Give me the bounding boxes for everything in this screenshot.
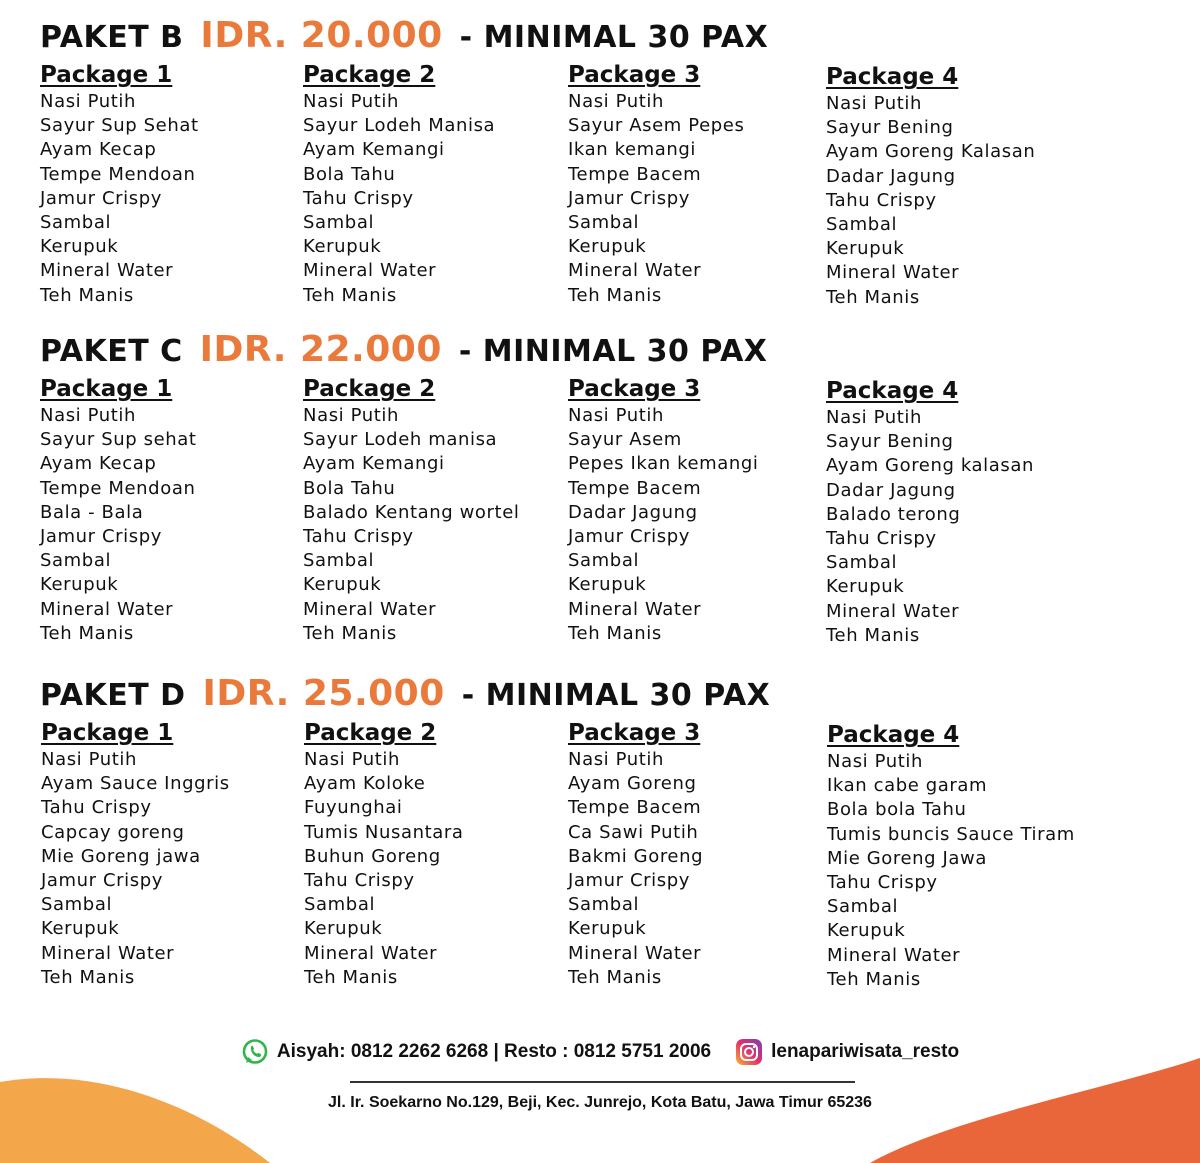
package-column [568, 376, 818, 646]
menu-item: Bola Tahu [303, 477, 396, 499]
menu-item: Tahu Crispy [303, 526, 414, 548]
menu-item: Ayam Goreng kalasan [826, 455, 1035, 477]
footer-divider [350, 1081, 855, 1083]
menu-item: Tumis buncis Sauce Tiram [827, 823, 1075, 845]
menu-item: Ayam Kemangi [303, 139, 445, 161]
package-title: Package 1 [41, 720, 174, 746]
menu-item: Jamur Crispy [41, 870, 164, 892]
menu-item: Sayur Bening [826, 431, 954, 453]
menu-item: Dadar Jagung [568, 501, 698, 523]
menu-item: Mineral Water [303, 598, 437, 620]
package-title: Package 1 [40, 62, 173, 88]
menu-item: Mineral Water [827, 944, 961, 966]
menu-item: Tempe Mendoan [40, 163, 196, 185]
menu-item: Mineral Water [568, 260, 702, 282]
menu-item: Sayur Lodeh manisa [303, 429, 498, 451]
menu-item: Sambal [304, 894, 376, 916]
menu-list [303, 404, 553, 646]
menu-item: Kerupuk [568, 574, 647, 596]
menu-item: Kerupuk [568, 236, 647, 258]
menu-item: Tahu Crispy [41, 797, 152, 819]
menu-item: Kerupuk [41, 918, 120, 940]
menu-item: Teh Manis [303, 622, 397, 644]
menu-item: Sayur Bening [826, 117, 954, 139]
menu-item: Fuyunghai [304, 797, 403, 819]
menu-item: Mineral Water [40, 260, 174, 282]
menu-item: Mie Goreng Jawa [827, 847, 988, 869]
section-label: PAKET B [40, 20, 184, 55]
menu-item: Sambal [40, 212, 112, 234]
menu-item: Kerupuk [40, 574, 119, 596]
menu-item: Nasi Putih [41, 749, 138, 770]
menu-item: Ayam Sauce Inggris [41, 773, 230, 795]
menu-item: Ayam Koloke [304, 773, 426, 795]
menu-item: Ayam Goreng Kalasan [826, 141, 1036, 163]
package-column [827, 722, 1077, 992]
menu-item: Mineral Water [40, 598, 174, 620]
menu-item: Ayam Kecap [40, 139, 157, 161]
section-suffix: - MINIMAL 30 PAX [461, 678, 771, 713]
menu-item: Teh Manis [568, 622, 662, 644]
menu-item: Kerupuk [826, 576, 905, 598]
menu-item: Pepes Ikan kemangi [568, 453, 759, 475]
menu-item: Jamur Crispy [40, 526, 163, 548]
menu-item: Kerupuk [303, 236, 382, 258]
section-label: PAKET C [40, 334, 183, 369]
section-heading [40, 329, 768, 370]
menu-item: Ayam Kemangi [303, 453, 445, 475]
menu-item: Sambal [826, 552, 898, 574]
menu-item: Sayur Sup sehat [40, 429, 197, 451]
menu-item: Teh Manis [40, 284, 134, 306]
menu-item: Sambal [303, 212, 375, 234]
menu-item: Nasi Putih [303, 91, 400, 112]
menu-item: Bala - Bala [40, 501, 144, 523]
menu-item: Sayur Lodeh Manisa [303, 115, 496, 137]
menu-list [303, 90, 553, 308]
package-column [304, 720, 554, 990]
menu-item: Ikan cabe garam [827, 775, 988, 797]
menu-item: Nasi Putih [827, 751, 924, 772]
menu-item: Kerupuk [40, 236, 119, 258]
menu-item: Bakmi Goreng [568, 845, 704, 867]
package-column [40, 376, 290, 646]
menu-item: Jamur Crispy [40, 187, 163, 209]
menu-item: Jamur Crispy [568, 526, 691, 548]
package-title: Package 4 [827, 722, 960, 748]
menu-item: Tahu Crispy [826, 528, 937, 550]
package-title: Package 2 [303, 62, 436, 88]
menu-item: Kerupuk [303, 574, 382, 596]
menu-list [40, 90, 290, 308]
menu-item: Kerupuk [826, 238, 905, 260]
package-column [826, 64, 1076, 310]
menu-item: Mineral Water [826, 262, 960, 284]
menu-item: Nasi Putih [304, 749, 401, 770]
section-suffix: - MINIMAL 30 PAX [458, 334, 768, 369]
menu-item: Nasi Putih [826, 407, 923, 428]
whatsapp-icon [241, 1038, 269, 1066]
menu-item: Sambal [827, 896, 899, 918]
menu-item: Nasi Putih [303, 405, 400, 426]
section-price: IDR. 20.000 [200, 15, 443, 56]
menu-item: Tahu Crispy [827, 872, 938, 894]
menu-item: Mie Goreng jawa [41, 845, 201, 867]
section-heading [40, 15, 769, 56]
menu-item: Sayur Asem Pepes [568, 115, 745, 137]
menu-item: Nasi Putih [568, 749, 665, 770]
menu-item: Sambal [41, 894, 113, 916]
menu-list [568, 404, 818, 646]
contact-numbers: Aisyah: 0812 2262 6268 | Resto : 0812 5751 2006 [276, 1041, 712, 1062]
section-heading [40, 673, 771, 714]
menu-item: Mineral Water [303, 260, 437, 282]
menu-list [568, 748, 818, 990]
menu-item: Mineral Water [304, 942, 438, 964]
menu-item: Sayur Asem [568, 429, 682, 451]
menu-item: Tempe Bacem [568, 477, 702, 499]
menu-item: Teh Manis [827, 968, 921, 990]
menu-item: Nasi Putih [826, 93, 923, 114]
package-column [826, 378, 1076, 648]
package-title: Package 2 [304, 720, 437, 746]
menu-item: Teh Manis [826, 624, 920, 646]
menu-item: Tempe Mendoan [40, 477, 196, 499]
menu-item: Teh Manis [303, 284, 397, 306]
menu-item: Bola Tahu [303, 163, 396, 185]
menu-item: Buhun Goreng [304, 845, 441, 867]
menu-list [826, 92, 1076, 310]
menu-item: Tahu Crispy [826, 189, 937, 211]
menu-list [41, 748, 291, 990]
menu-item: Jamur Crispy [568, 870, 691, 892]
menu-item: Teh Manis [40, 622, 134, 644]
menu-item: Jamur Crispy [568, 187, 691, 209]
package-title: Package 1 [40, 376, 173, 402]
package-title: Package 4 [826, 64, 959, 90]
menu-item: Teh Manis [568, 966, 662, 988]
menu-item: Mineral Water [41, 942, 175, 964]
menu-item: Kerupuk [304, 918, 383, 940]
menu-item: Dadar Jagung [826, 479, 956, 501]
menu-item: Tahu Crispy [303, 187, 414, 209]
menu-item: Ayam Kecap [40, 453, 157, 475]
instagram-handle: lenapariwisata_resto [771, 1041, 960, 1062]
section-label: PAKET D [40, 678, 186, 713]
menu-item: Nasi Putih [40, 405, 137, 426]
section-price: IDR. 22.000 [199, 329, 442, 370]
menu-item: Bola bola Tahu [827, 799, 967, 821]
menu-item: Mineral Water [568, 942, 702, 964]
menu-item: Teh Manis [304, 966, 398, 988]
package-column [41, 720, 291, 990]
footer-address: Jl. Ir. Soekarno No.129, Beji, Kec. Junrejo, Kota Batu, Jawa Timur 65236 [328, 1094, 872, 1111]
menu-item: Ikan kemangi [568, 139, 697, 161]
menu-item: Balado Kentang wortel [303, 501, 520, 523]
menu-item: Kerupuk [568, 918, 647, 940]
menu-item: Sayur Sup Sehat [40, 115, 199, 137]
menu-item: Sambal [826, 214, 898, 236]
menu-item: Nasi Putih [40, 91, 137, 112]
package-title: Package 2 [303, 376, 436, 402]
menu-item: Dadar Jagung [826, 165, 956, 187]
package-title: Package 3 [568, 62, 701, 88]
footer-contacts [0, 1038, 1200, 1066]
package-column [568, 720, 818, 990]
menu-item: Nasi Putih [568, 405, 665, 426]
package-column [568, 62, 818, 308]
menu-list [827, 750, 1077, 992]
section-suffix: - MINIMAL 30 PAX [459, 20, 769, 55]
menu-item: Capcay goreng [41, 821, 185, 843]
menu-item: Tempe Bacem [568, 163, 702, 185]
menu-item: Sambal [568, 212, 640, 234]
menu-item: Ayam Goreng [568, 773, 697, 795]
menu-list [568, 90, 818, 308]
menu-item: Mineral Water [568, 598, 702, 620]
menu-item: Teh Manis [826, 286, 920, 308]
section-price: IDR. 25.000 [202, 673, 445, 714]
menu-item: Sambal [568, 550, 640, 572]
menu-list [40, 404, 290, 646]
menu-item: Sambal [568, 894, 640, 916]
menu-item: Kerupuk [827, 920, 906, 942]
menu-item: Tumis Nusantara [304, 821, 464, 843]
package-column [303, 376, 553, 646]
menu-item: Sambal [303, 550, 375, 572]
menu-item: Tempe Bacem [568, 797, 702, 819]
menu-item: Mineral Water [826, 600, 960, 622]
menu-item: Teh Manis [41, 966, 135, 988]
package-title: Package 3 [568, 376, 701, 402]
package-title: Package 4 [826, 378, 959, 404]
menu-list [826, 406, 1076, 648]
instagram-icon [735, 1038, 763, 1066]
menu-item: Teh Manis [568, 284, 662, 306]
menu-item: Ca Sawi Putih [568, 821, 699, 843]
menu-item: Balado terong [826, 503, 961, 525]
menu-item: Sambal [40, 550, 112, 572]
menu-list [304, 748, 554, 990]
package-column [40, 62, 290, 308]
wave-decoration-left [0, 1070, 300, 1163]
package-column [303, 62, 553, 308]
menu-item: Tahu Crispy [304, 870, 415, 892]
menu-item: Nasi Putih [568, 91, 665, 112]
package-title: Package 3 [568, 720, 701, 746]
